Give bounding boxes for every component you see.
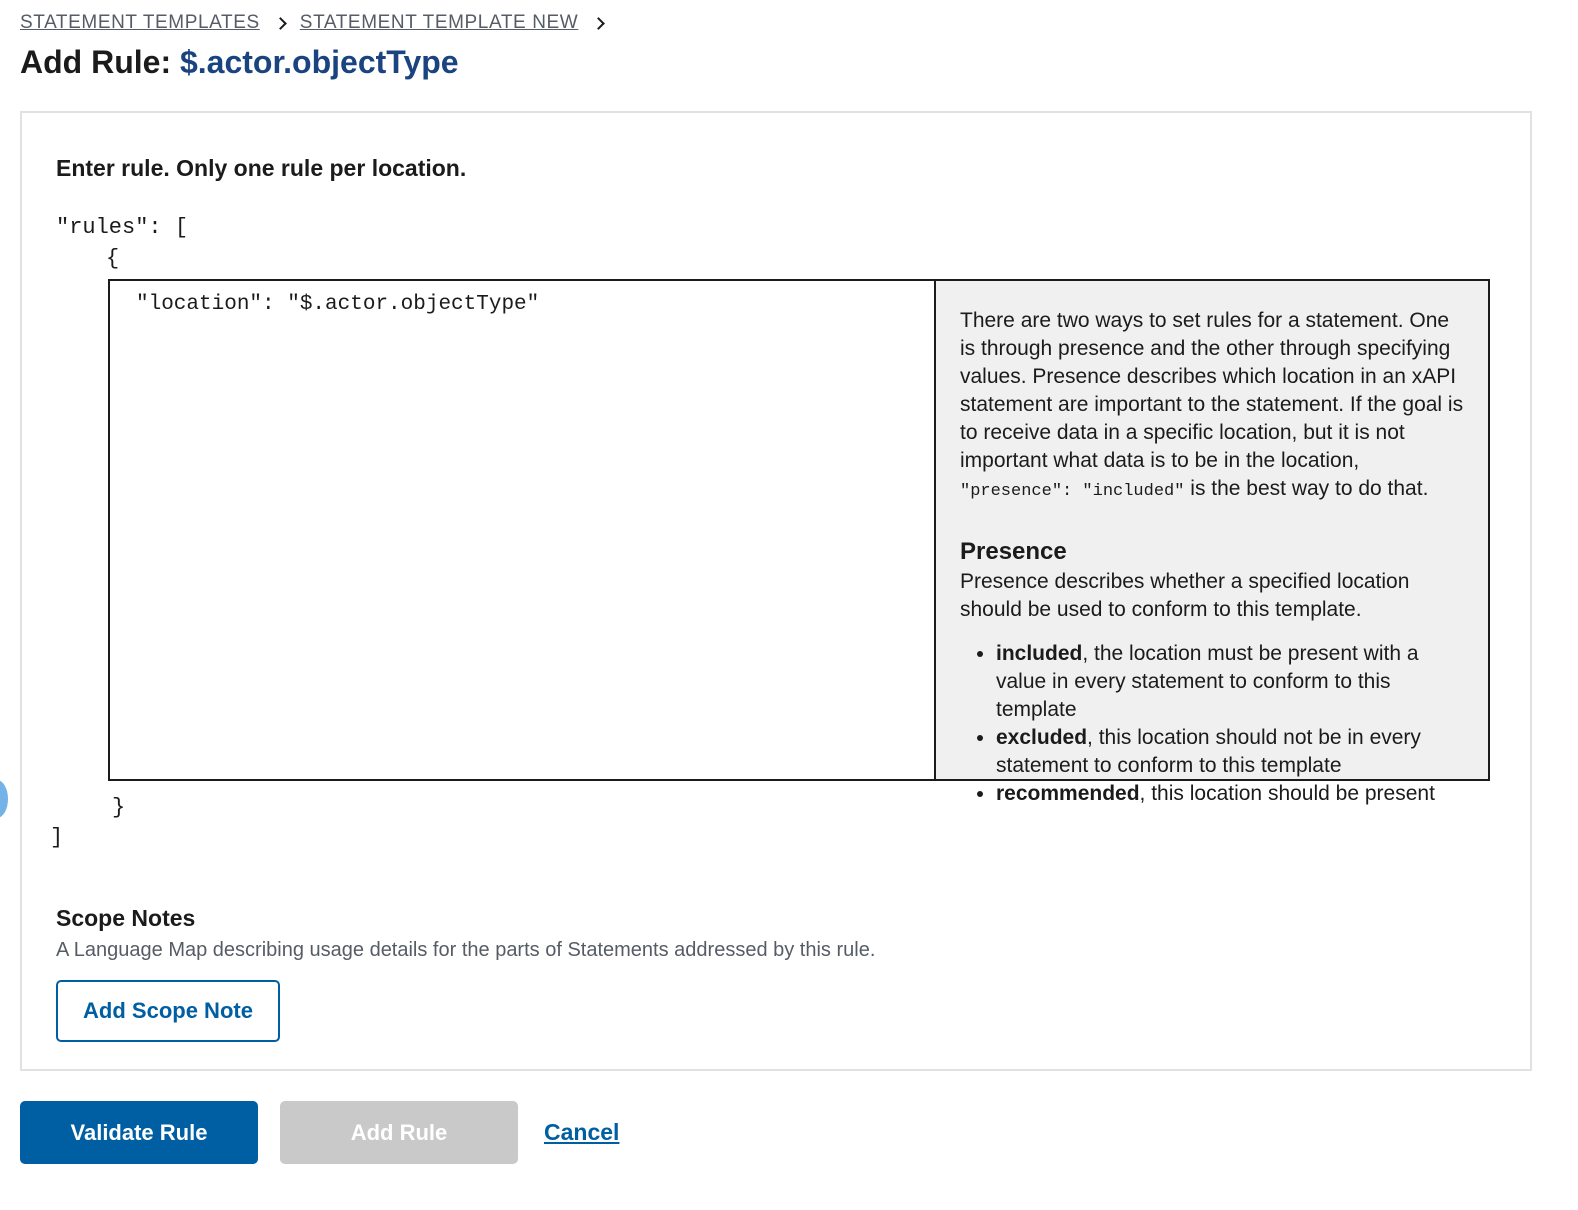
scope-notes-description: A Language Map describing usage details for the parts of Statements addressed by this rule. bbox=[56, 939, 876, 961]
rule-editor[interactable]: "location": "$.actor.objectType" bbox=[110, 281, 936, 779]
rule-panel bbox=[20, 111, 1532, 1071]
breadcrumb-statement-template-new[interactable]: STATEMENT TEMPLATE NEW bbox=[299, 12, 579, 33]
help-intro-code: "presence": "included" bbox=[960, 482, 1185, 501]
code-rules-open: "rules": [ bbox=[56, 215, 189, 240]
rule-heading: Enter rule. Only one rule per location. bbox=[56, 155, 467, 181]
breadcrumb bbox=[20, 12, 618, 34]
cancel-link[interactable]: Cancel bbox=[544, 1119, 620, 1145]
rule-help-panel bbox=[936, 281, 1488, 805]
help-intro: There are two ways to set rules for a statement. One is through presence and the other through specifying values. Presence describes which location in an xAPI statement are important to the statement. If the goal is to receive data in a specific location, but it is not important what data is to be in the location, "presence": "included" is the best way to do that. bbox=[960, 309, 1464, 501]
code-brace-close: } bbox=[112, 795, 126, 820]
help-presence-heading: Presence bbox=[960, 538, 1067, 565]
add-scope-note-button[interactable]: Add Scope Note bbox=[56, 980, 280, 1042]
page-title-prefix: Add Rule: bbox=[20, 44, 180, 80]
list-item: • recommended, this location should be present bbox=[996, 780, 1464, 808]
page-title bbox=[20, 44, 459, 81]
scope-notes-title: Scope Notes bbox=[56, 905, 196, 931]
chevron-right-icon bbox=[275, 15, 285, 31]
code-brace-open: { bbox=[106, 246, 120, 271]
side-handle[interactable] bbox=[0, 780, 8, 818]
page-title-location: $.actor.objectType bbox=[179, 44, 459, 80]
add-rule-button[interactable]: Add Rule bbox=[280, 1101, 518, 1164]
list-item: • excluded, this location should not be in every statement to conform to this template bbox=[996, 724, 1464, 780]
breadcrumb-statement-templates[interactable]: STATEMENT TEMPLATES bbox=[20, 12, 260, 33]
chevron-right-icon bbox=[593, 15, 603, 31]
validate-rule-button[interactable]: Validate Rule bbox=[20, 1101, 258, 1164]
code-rules-close: ] bbox=[50, 825, 64, 850]
rule-editor-box bbox=[108, 279, 1490, 805]
list-item: • included, the location must be present with a value in every statement to conform to this template bbox=[996, 640, 1464, 724]
help-presence-list bbox=[960, 640, 1464, 808]
help-presence-desc: Presence describes whether a specified location should be used to conform to this template. bbox=[960, 570, 1410, 621]
